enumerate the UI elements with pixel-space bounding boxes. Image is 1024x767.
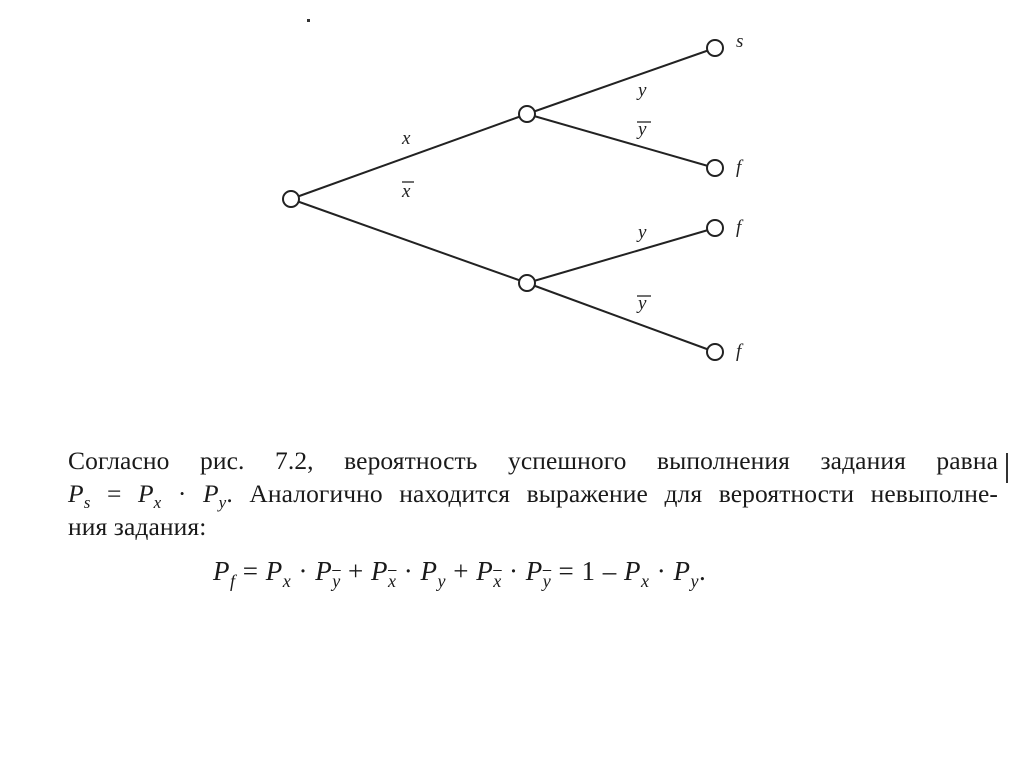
formula-equals: = [551,556,582,586]
paragraph-line-1: Согласно рис. 7.2, вероятность успешного выполнения задания равна [68,446,998,475]
formula-minus: – [595,556,624,586]
formula-subscript-bar: x [387,571,397,591]
symbol-P: P [202,479,219,508]
edge-lower-leaf3 [527,228,715,283]
formula-dot: · [649,556,674,586]
formula-subscript: y [437,571,446,591]
formula-plus: + [445,556,477,586]
leaf-node-3 [707,220,723,236]
leaf-label-s: s [736,31,744,52]
edge-upper-leaf1 [527,48,715,114]
label-y-top: y [638,80,647,101]
subscript-y: y [218,493,227,512]
formula-symbol: P [420,556,438,586]
edge-upper-leaf2 [527,114,715,168]
formula-one: 1 [581,556,596,586]
label-y-bar-top: y [638,119,647,140]
formula-dot: · [291,556,316,586]
label-x: x [402,128,411,149]
subscript-s: s [83,493,91,512]
formula-subscript: x [282,571,292,591]
symbol-P: P [68,479,84,508]
formula-equals: = [235,556,266,586]
body-paragraph [68,444,998,543]
formula-symbol: P [315,556,333,586]
leaf-label-f-3: f [736,341,742,362]
symbol-P: P [137,479,154,508]
formula-symbol: P [525,556,543,586]
equals: = [90,479,138,508]
formula-period: . [698,556,707,586]
formula-pf [213,556,707,591]
paragraph-line-2-text: . Аналогично находится выражение для вероятности невыполне- [226,479,999,508]
formula-subscript-bar: y [332,571,341,591]
formula-symbol: P [623,556,641,586]
upper-branch-node [519,106,535,122]
root-node [283,191,299,207]
label-y-bottom: y [638,222,647,243]
formula-subscript-bar: y [542,571,552,591]
dot: · [161,479,203,508]
formula-dot: · [396,556,421,586]
subscript-x: x [153,493,162,512]
formula-symbol: P [673,556,691,586]
formula-dot: · [501,556,526,586]
label-x-bar: x [402,181,411,202]
formula-subscript-bar: x [493,571,502,591]
formula-symbol: P [265,556,283,586]
lower-branch-node [519,275,535,291]
edge-lower-leaf4 [527,283,715,352]
formula-subscript: f [230,571,236,591]
edge-root-lower [291,199,527,283]
leaf-node-4 [707,344,723,360]
leaf-label-f-2: f [736,217,742,238]
paragraph-line-3: ния задания: [68,512,207,541]
margin-bar [1006,453,1008,483]
formula-symbol: P [476,556,494,586]
leaf-node-1 [707,40,723,56]
formula-subscript: y [690,571,699,591]
formula-symbol: P [213,556,230,586]
formula-subscript: x [640,571,650,591]
leaf-node-2 [707,160,723,176]
formula-symbol: P [370,556,388,586]
label-y-bar-bottom: y [638,293,647,314]
leaf-label-f-1: f [736,157,742,178]
formula-plus: + [340,556,371,586]
paragraph-line-2 [68,477,998,510]
